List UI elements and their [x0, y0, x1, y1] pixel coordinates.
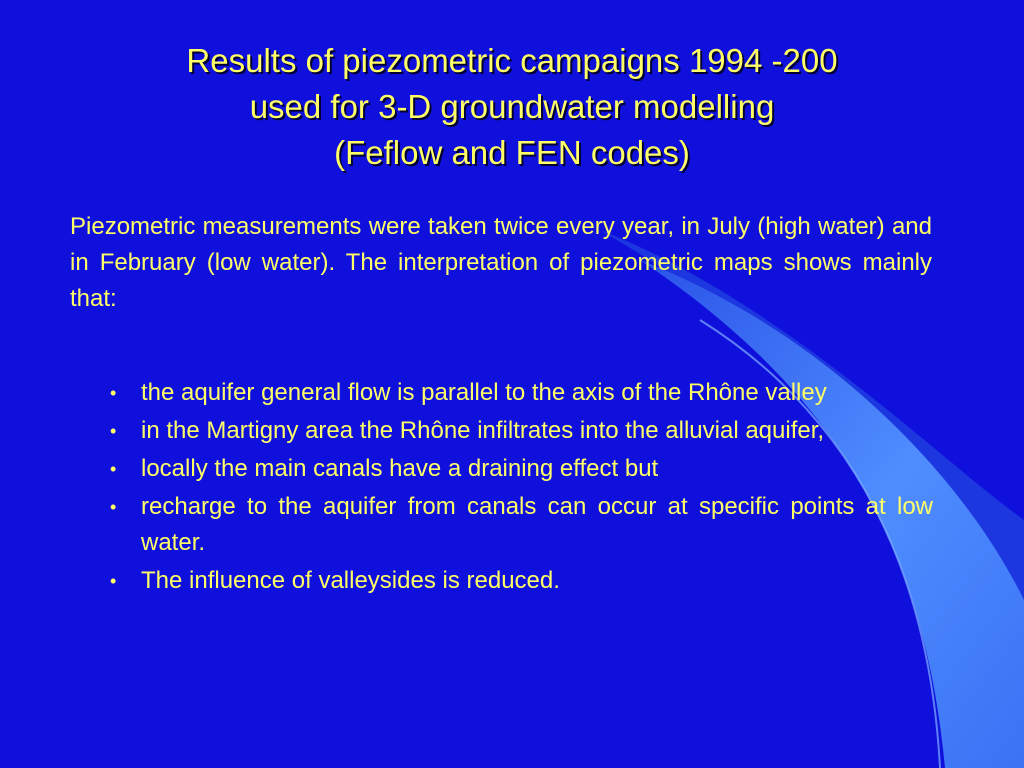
bullet-dot-icon: • [110, 571, 117, 591]
title-line-2: used for 3-D groundwater modelling [249, 88, 775, 125]
bullet-dot-icon: • [110, 459, 117, 479]
bullet-item [110, 413, 933, 449]
bullet-item [110, 563, 933, 599]
bullet-dot-icon: • [110, 497, 117, 517]
bullet-text: in the Martigny area the Rhône infiltrates into the alluvial aquifer, [141, 417, 825, 444]
title-line-3: (Feflow and FEN codes) [334, 134, 690, 171]
intro-paragraph: Piezometric measurements were taken twice every year, in July (high water) and in February (low water). The interpretation of piezometric maps shows mainly that: [70, 213, 932, 312]
bullet-list [110, 375, 933, 601]
title-line-1: Results of piezometric campaigns 1994 -200 [186, 42, 838, 79]
bullet-text: recharge to the aquifer from canals can occur at specific points at low water. [141, 493, 933, 556]
bullet-item [110, 451, 933, 487]
slide-title [0, 38, 1024, 176]
bullet-item [110, 375, 933, 411]
bullet-dot-icon: • [110, 383, 117, 403]
bullet-dot-icon: • [110, 421, 117, 441]
bullet-text: locally the main canals have a draining effect but [141, 455, 659, 482]
bullet-item [110, 489, 933, 561]
bullet-text: The influence of valleysides is reduced. [141, 567, 560, 594]
bullet-text: the aquifer general flow is parallel to the axis of the Rhône valley [141, 379, 827, 406]
